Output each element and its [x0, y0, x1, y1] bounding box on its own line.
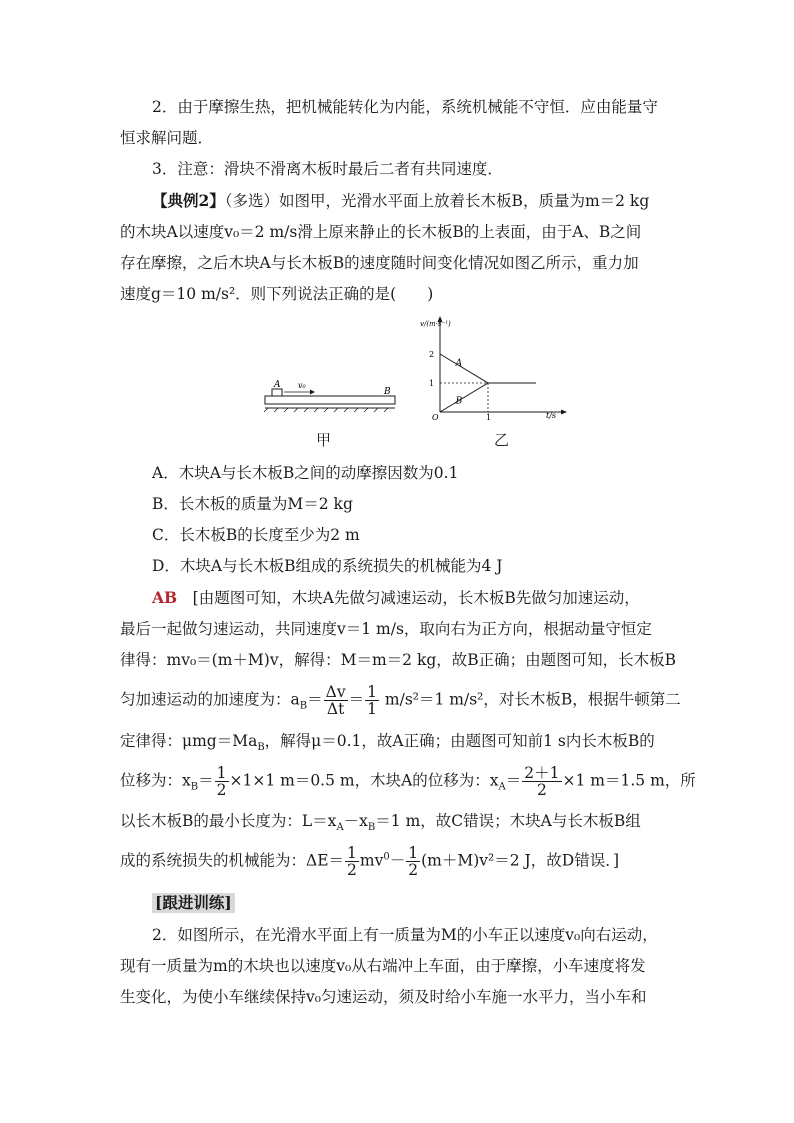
fraction-3-2: $\frac{2+1}{2}$ [524, 764, 560, 799]
fraction-1-2: $\frac{1}{2}$ [216, 764, 227, 799]
example-tag: 【典例2】 [152, 191, 225, 210]
series-a-line [440, 354, 536, 383]
answer-line-2: 最后一起做匀速运动，共同速度v＝1 m/s，取向右为正方向，根据动量守恒定 [120, 620, 652, 638]
y-tick-1: 1 [429, 379, 435, 388]
origin-label: O [432, 413, 439, 420]
vt-graph [420, 316, 570, 420]
y-axis-label: v/(m·s⁻¹) [420, 320, 451, 328]
answer-line-1 [152, 588, 712, 608]
answer-line-6: 位移为：$x_B=$ $\frac{1}{2}$ ×1×1 m＝0.5 m，木块A的位移为：$x_A=$ $\frac{2+1}{2}$ ×1 m＝1.5 m，所 [120, 764, 696, 799]
answer-line-7: 以长木板B的最小长度为：$L=x_A-x_B=1$ m，故C错误；木块A与长木板B组 [120, 812, 641, 834]
follow-up-line-1: 2．如图所示，在光滑水平面上有一质量为M的小车正以速度v₀向右运动， [152, 926, 658, 944]
answer-line-4: 匀加速运动的加速度为：$a_B=$ $\frac{\Delta v}{\Delta t}$ ＝ $\frac{1}{1}$ m/s²＝1 m/s²，对长木板B，根据牛顿第二 [120, 683, 681, 718]
fraction-1-1: $\frac{1}{1}$ [367, 683, 377, 718]
option-c: C．长木板B的长度至少为2 m [152, 526, 360, 544]
follow-up-line-2: 现有一质量为m的木块也以速度v₀从右端冲上车面，由于摩擦，小车速度将发 [120, 957, 646, 975]
y-tick-2: 2 [429, 350, 435, 359]
option-b: B．长木板的质量为M＝2 kg [152, 495, 353, 513]
answer-text-1: [由题图可知，木块A先做匀减速运动，长木板B先做匀加速运动， [192, 589, 640, 607]
block-a-label: A [274, 380, 281, 390]
follow-up-tag: [跟进训练] [152, 893, 235, 913]
answer-line-3: 律得：mv₀＝(m＋M)v，解得：M＝m＝2 kg，故B正确；由题图可知，长木板B [120, 651, 677, 669]
fraction-half-1: $\frac{1}{2}$ [347, 844, 357, 879]
follow-up-line-3: 生变化，为使小车继续保持v₀匀速运动，须及时给小车施一水平力，当小车和 [120, 988, 647, 1006]
option-d: D．木块A与长木板B组成的系统损失的机械能为4 J [152, 557, 503, 575]
option-a: A．木块A与长木板B之间的动摩擦因数为0.1 [152, 464, 459, 482]
point-2-line-2: 恒求解问题． [120, 129, 214, 147]
figure-board-block [262, 378, 402, 414]
answer-key: AB [152, 588, 178, 607]
line-b-label: B [455, 396, 463, 407]
follow-up-heading [152, 893, 712, 913]
answer-line-5: 定律得：$\mu mg=Ma_B$，解得μ＝0.1，故A正确；由题图可知前1 s内长木板B的 [120, 732, 655, 754]
fraction-dv-dt: $\frac{\Delta v}{\Delta t}$ [325, 683, 346, 718]
example-text-1: （多选）如图甲，光滑水平面上放着长木板B，质量为m＝2 kg [224, 192, 650, 210]
example-line-2: 的木块A以速度v₀＝2 m/s滑上原来静止的长木板B的上表面，由于A、B之间 [120, 223, 642, 241]
point-3-line: 3．注意：滑块不滑离木板时最后二者有共同速度． [152, 160, 503, 178]
x-axis-label: t/s [546, 411, 557, 420]
example-line-1 [152, 191, 712, 211]
board-b-label: B [384, 387, 391, 397]
example-line-3: 存在摩擦，之后木块A与长木板B的速度随时间变化情况如图乙所示，重力加 [120, 254, 639, 272]
figure-1-caption: 甲 [316, 431, 332, 449]
answer-line-8: 成的系统损失的机械能为：ΔE＝ $\frac{1}{2}$ $mv^0-$ $\frac{1}{2}$ (m＋M)v²＝2 J，故D错误．] [120, 844, 619, 879]
fraction-half-2: $\frac{1}{2}$ [408, 844, 419, 879]
point-2-line-1: 2．由于摩擦生热，把机械能转化为内能，系统机械能不守恒．应由能量守 [152, 98, 658, 116]
v0-label: v₀ [298, 381, 306, 390]
figure-2-caption: 乙 [494, 431, 510, 449]
example-line-4: 速度g＝10 m/s²．则下列说法正确的是( ) [120, 285, 434, 303]
x-tick-1: 1 [486, 413, 492, 420]
line-a-label: A [455, 358, 463, 369]
